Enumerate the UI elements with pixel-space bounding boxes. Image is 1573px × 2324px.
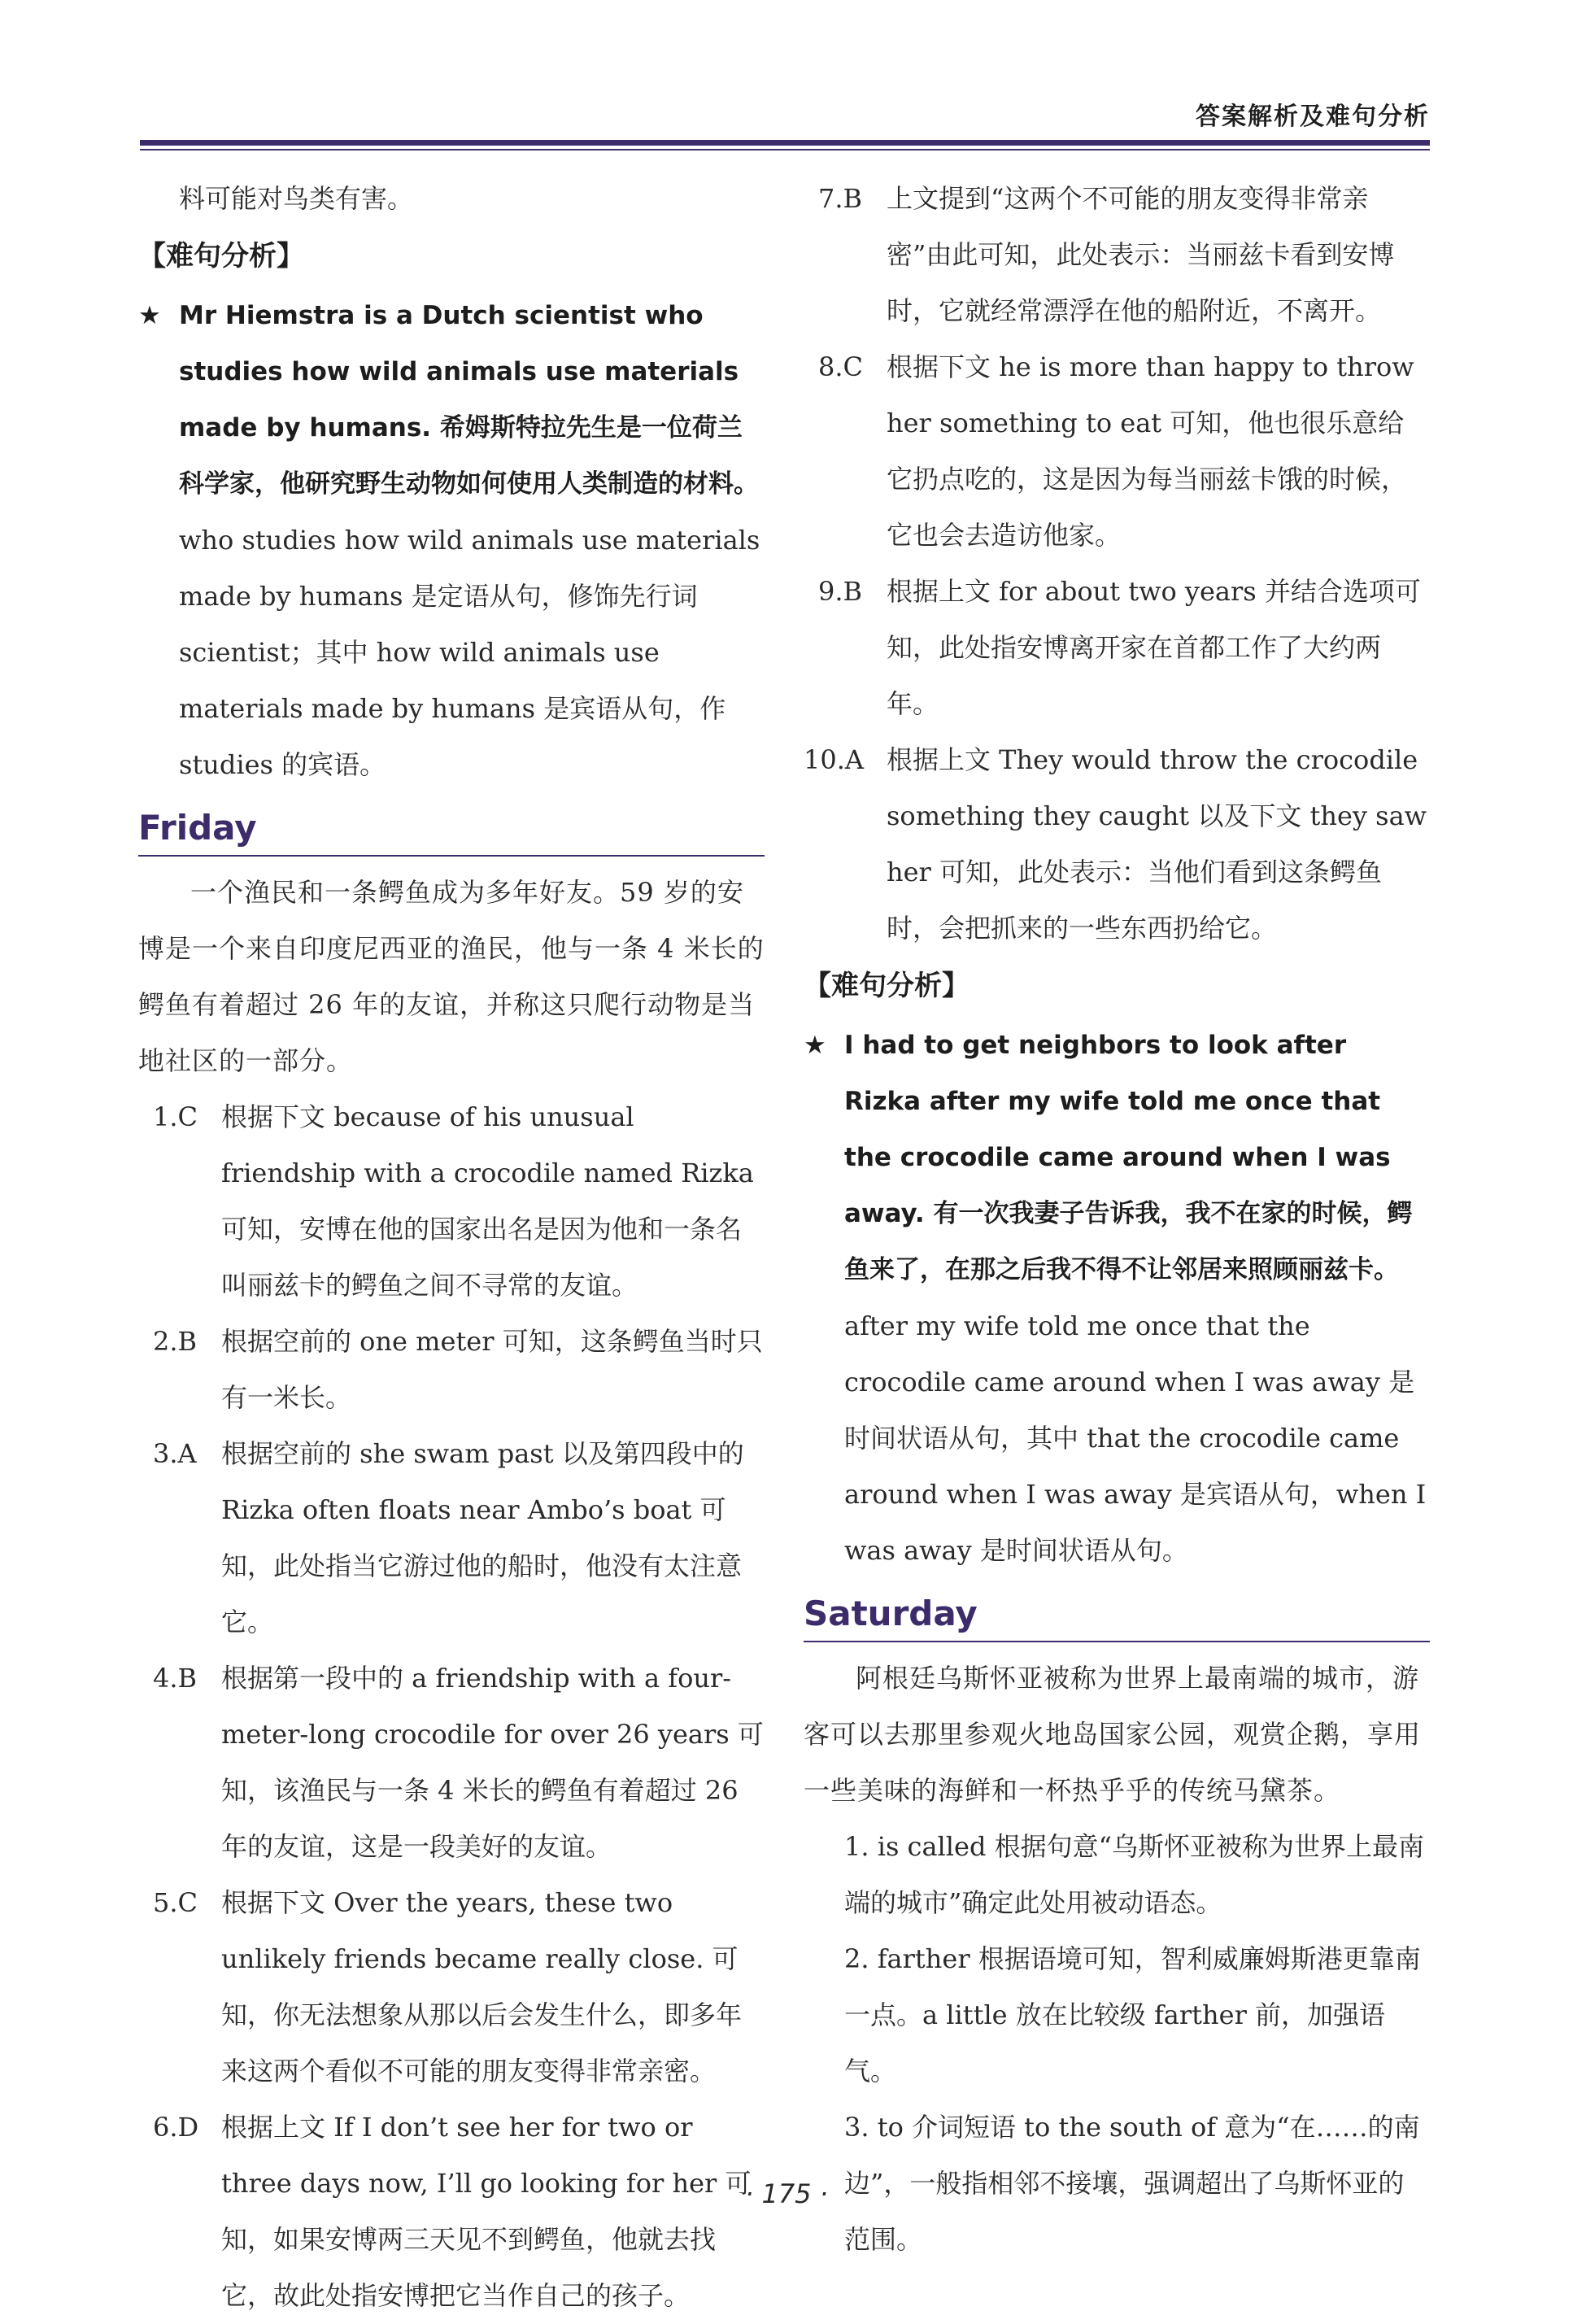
answer-item (804, 1931, 1430, 2099)
section-title-friday: Friday (138, 803, 765, 857)
key-sentence (804, 1018, 1430, 1298)
answer-item (138, 1089, 765, 1314)
item-explanation: 根据下文 he is more than happy to throw her something to eat 可知，他也很乐意给它扔点吃的，这是因为每当丽兹卡饿的时候，它也会去造访他家。 (887, 351, 1414, 551)
continuation-text: 料可能对鸟类有害。 (179, 183, 414, 214)
item-number: 9.B (818, 576, 863, 607)
item-number: 10.A (804, 744, 864, 775)
item-number: 2.B (153, 1326, 198, 1357)
answer-item (804, 1819, 1430, 1931)
item-number: 7.B (818, 183, 863, 214)
item-explanation: 根据上文 If I don’t see her for two or three days now, I’ll go looking for her 可知，如果安博两三天见不到鳄鱼，他就去找它，故此处指安博把它当作自己的孩子。 (221, 2112, 752, 2311)
section-title-saturday: Saturday (804, 1589, 1430, 1642)
right-column (804, 171, 1430, 2268)
key-sentence (138, 288, 765, 512)
item-number: 3. to (844, 2112, 904, 2143)
item-explanation: 根据第一段中的 a friendship with a four-meter-long crocodile for over 26 years 可知，该渔民与一条 4 米长的鳄鱼有着超过 26 年的友谊，这是一段美好的友谊。 (221, 1663, 764, 1862)
answer-item (804, 339, 1430, 564)
star-icon: ★ (804, 1031, 826, 1060)
item-explanation: 介词短语 to the south of 意为“在……的南边”，一般指相邻不接壤，强调超出了乌斯怀亚的范围。 (844, 2112, 1420, 2255)
item-number: 3.A (153, 1438, 197, 1469)
answer-item (138, 1426, 765, 1650)
answer-item (804, 171, 1430, 339)
page-number: · 175 · (745, 2178, 828, 2209)
header-title: 答案解析及难句分析 (1196, 102, 1430, 131)
item-number: 4.B (153, 1663, 198, 1694)
item-number: 5.C (153, 1887, 198, 1918)
item-number: 6.D (153, 2112, 199, 2143)
left-column (138, 171, 765, 2324)
key-sentence-analysis: after my wife told me once that the crocodile came around when I was away 是时间状语从句，其中 that the crocodile came around when I was away 是宾语从句，when I was away 是时间状语从句。 (844, 1310, 1427, 1566)
key-sentence-text: Mr Hiemstra is a Dutch scientist who studies how wild animals use materials made by humans. 希姆斯特拉先生是一位荷兰科学家，他研究野生动物如何使用人类制造的材料。 (179, 301, 759, 499)
item-explanation: 上文提到“这两个不可能的朋友变得非常亲密”由此可知，此处表示：当丽兹卡看到安博时，它就经常漂浮在他的船附近，不离开。 (887, 183, 1395, 326)
answer-item (138, 1875, 765, 2099)
item-explanation: 根据上文 They would throw the crocodile something they caught 以及下文 they saw her 可知，此处表示：当他们看到这条鳄鱼时，会把抓来的一些东西扔给它。 (887, 744, 1427, 944)
item-number: 8.C (818, 351, 864, 382)
item-explanation: 根据语境可知，智利威廉姆斯港更靠南一点。a little 放在比较级 farther 前，加强语气。 (844, 1943, 1421, 2086)
answer-item (804, 564, 1430, 732)
answer-item (138, 1314, 765, 1426)
item-explanation: 根据下文 because of his unusual friendship with a crocodile named Rizka 可知，安博在他的国家出名是因为他和一条名叫丽兹卡的鳄鱼之间不寻常的友谊。 (221, 1101, 754, 1301)
saturday-summary: 阿根廷乌斯怀亚被称为世界上最南端的城市，游客可以去那里参观火地岛国家公园，观赏企鹅，享用一些美味的海鲜和一杯热乎乎的传统马黛茶。 (804, 1663, 1422, 1806)
key-sentence-text: I had to get neighbors to look after Rizka after my wife told me once that the crocodile came around when I was away. 有一次我妻子告诉我，我不在家的时候，鳄鱼来了，在那之后我不得不让邻居来照顾丽兹卡。 (844, 1031, 1413, 1284)
answer-item (804, 732, 1430, 957)
star-icon: ★ (138, 301, 161, 330)
section-tag-difficult-sentences: 【难句分析】 (804, 970, 970, 1002)
section-tag-difficult-sentences: 【难句分析】 (138, 240, 304, 273)
header-rule-thin (140, 149, 1430, 150)
answer-item (138, 2099, 765, 2324)
header-rule-thick (140, 140, 1430, 146)
item-explanation: 根据空前的 one meter 可知，这条鳄鱼当时只有一米长。 (221, 1326, 763, 1413)
item-explanation: 根据上文 for about two years 并结合选项可知，此处指安博离开家在首都工作了大约两年。 (887, 576, 1421, 719)
item-explanation: 根据空前的 she swam past 以及第四段中的 Rizka often floats near Ambo’s boat 可知，此处指当它游过他的船时，他没有太注意它。 (221, 1438, 744, 1637)
item-explanation: 根据下文 Over the years, these two unlikely friends became really close. 可知，你无法想象从那以后会发生什么，即多年来这两个看似不可能的朋友变得非常亲密。 (221, 1887, 743, 2086)
item-number: 2. farther (844, 1943, 970, 1974)
item-number: 1.C (153, 1101, 198, 1132)
friday-summary: 一个渔民和一条鳄鱼成为多年好友。59 岁的安博是一个来自印度尼西亚的渔民，他与一条 4 米长的鳄鱼有着超过 26 年的友谊，并称这只爬行动物是当地社区的一部分。 (138, 877, 765, 1076)
answer-item (138, 1650, 765, 1875)
key-sentence-analysis: who studies how wild animals use materials made by humans 是定语从句，修饰先行词 scientist；其中 how wild animals use materials made by humans 是宾语从句，作 studies 的宾语。 (179, 525, 760, 780)
item-explanation: 根据句意“乌斯怀亚被称为世界上最南端的城市”确定此处用被动语态。 (844, 1831, 1424, 1918)
item-number: 1. is called (844, 1831, 987, 1862)
